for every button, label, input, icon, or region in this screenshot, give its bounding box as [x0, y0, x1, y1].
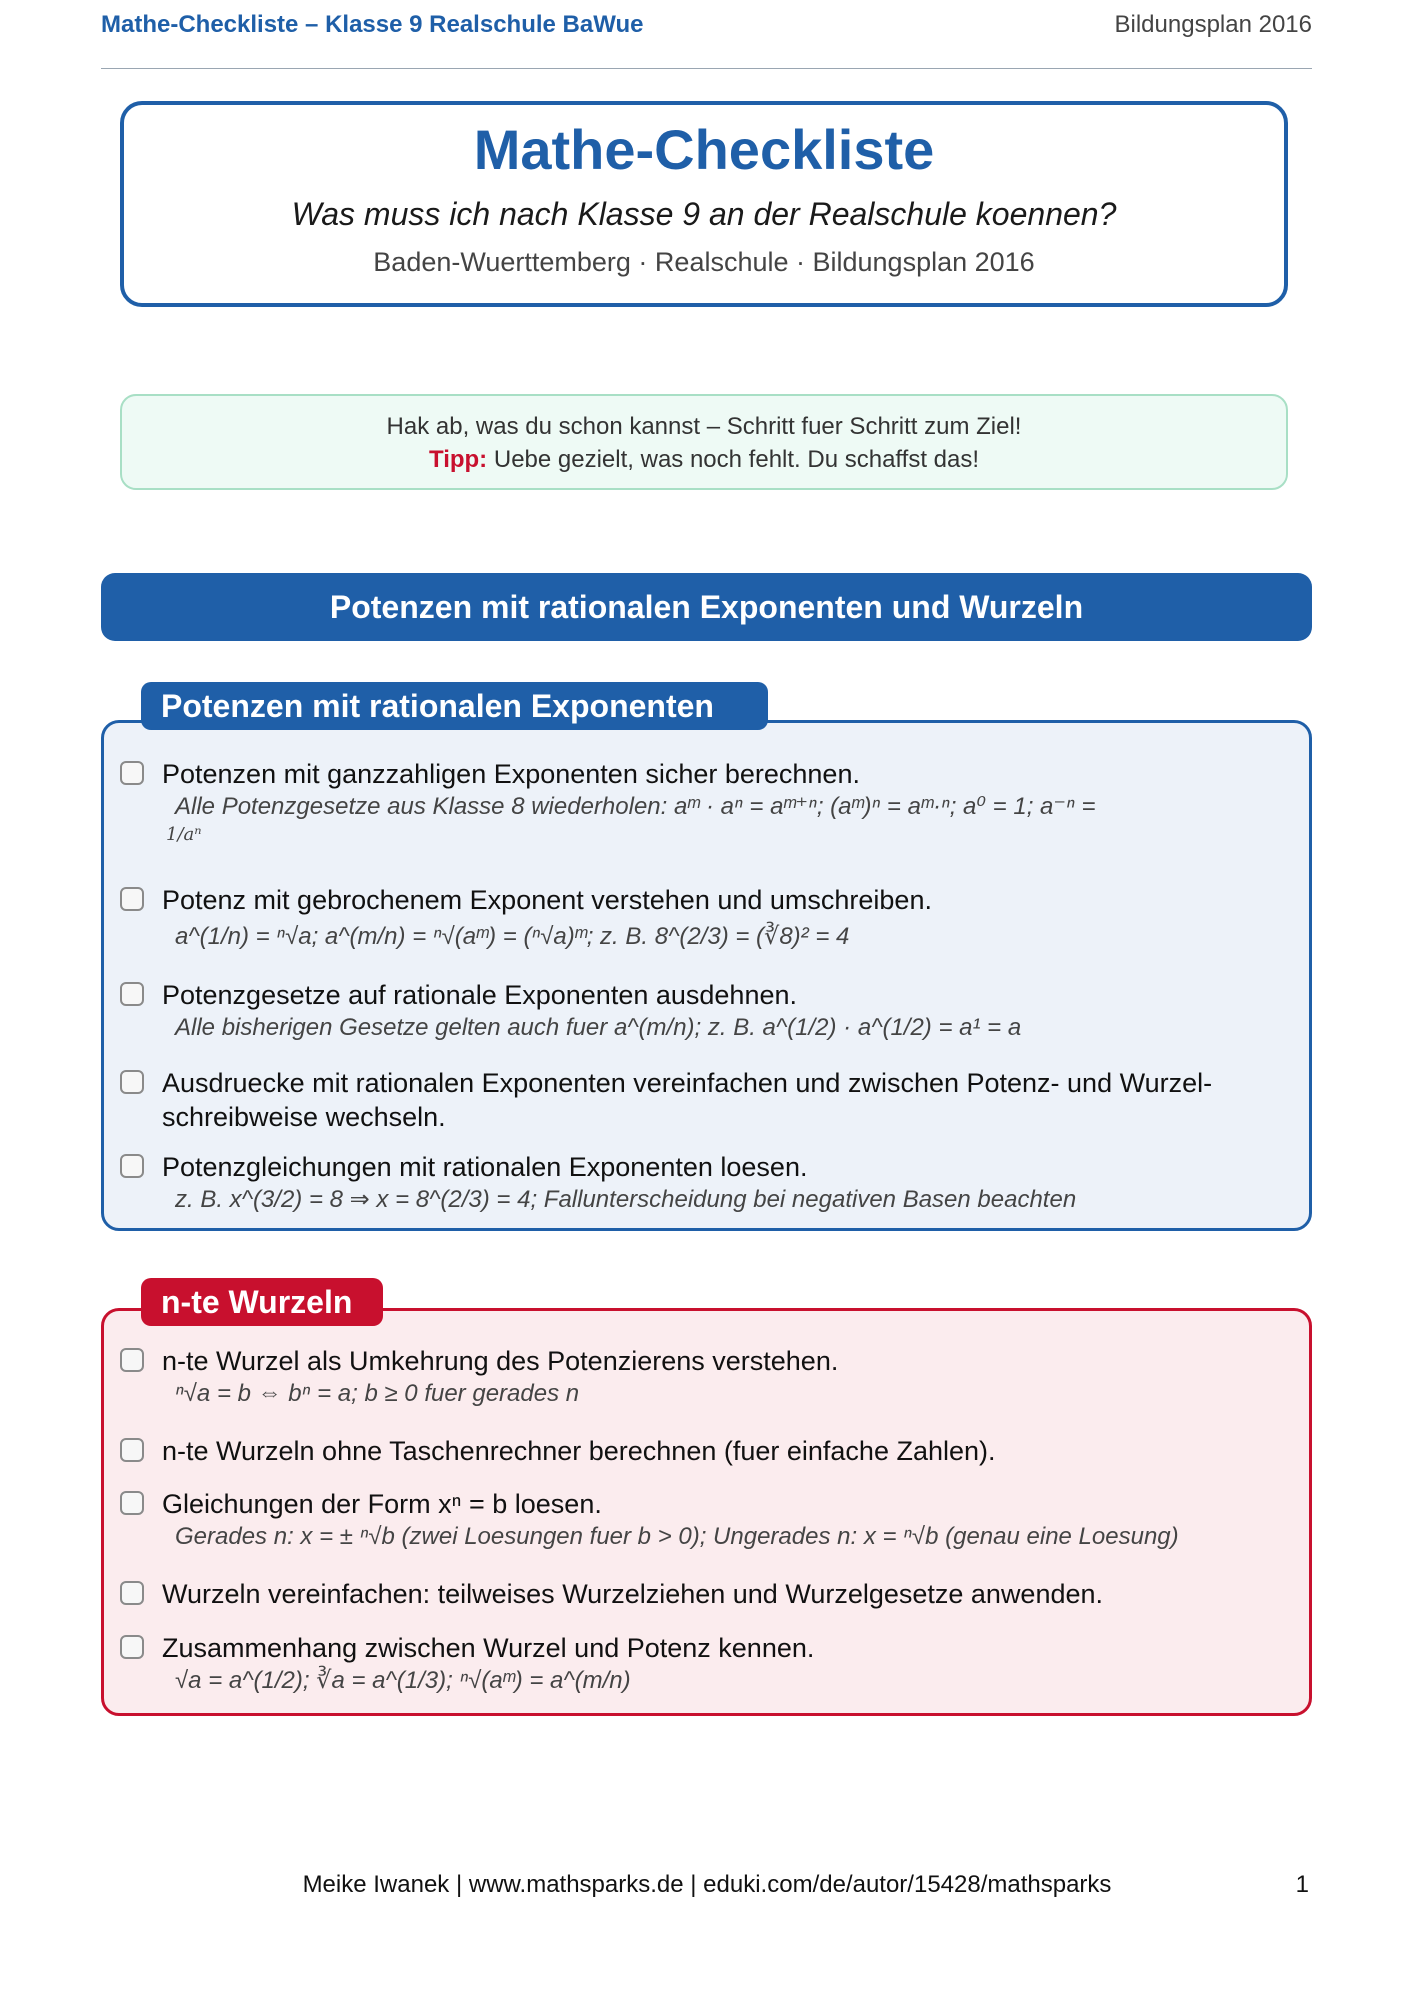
checkbox[interactable] [120, 1438, 144, 1462]
item-text: Zusammenhang zwischen Wurzel und Potenz kennen. [162, 1633, 815, 1663]
checkbox[interactable] [120, 1154, 144, 1178]
checklist-item [120, 1487, 1292, 1553]
hint-line-2 [122, 443, 1286, 476]
checklist-item [120, 757, 1292, 847]
tip-text: Uebe gezielt, was noch fehlt. Du schaffst das! [493, 446, 980, 473]
header-divider [101, 68, 1312, 69]
item-text: Potenzgesetze auf rationale Exponenten ausdehnen. [162, 980, 797, 1010]
page-title: Mathe-Checkliste [473, 118, 935, 181]
item-text-continued: schreibweise wechseln. [162, 1102, 446, 1132]
item-text: n-te Wurzeln ohne Taschenrechner berechnen (fuer einfache Zahlen). [162, 1436, 996, 1466]
hint-line-1: Hak ab, was du schon kannst – Schritt fuer Schritt zum Ziel! [386, 413, 1022, 440]
item-note: Alle Potenzgesetze aus Klasse 8 wiederholen: aᵐ · aⁿ = aᵐ⁺ⁿ; (aᵐ)ⁿ = aᵐ·ⁿ; a⁰ = 1; a⁻ⁿ = [175, 793, 1096, 820]
checkbox[interactable] [120, 1348, 144, 1372]
running-header-plan: Bildungsplan 2016 [1114, 11, 1312, 38]
checklist-item [120, 978, 1292, 1044]
checklist-item [120, 1631, 1292, 1697]
checkbox[interactable] [120, 761, 144, 785]
checklist-item [120, 883, 1292, 953]
checkbox[interactable] [120, 887, 144, 911]
item-text: Ausdruecke mit rationalen Exponenten vereinfachen und zwischen Potenz- und Wurzel- [162, 1068, 1213, 1098]
checklist-item [120, 1150, 1292, 1216]
item-note: Gerades n: x = ± ⁿ√b (zwei Loesungen fuer b > 0); Ungerades n: x = ⁿ√b (genau eine Loesung) [175, 1523, 1179, 1550]
checklist-item [120, 1434, 1292, 1468]
item-note: Alle bisherigen Gesetze gelten auch fuer a^(m/n); z. B. a^(1/2) · a^(1/2) = a¹ = a [175, 1014, 1022, 1041]
page-number: 1 [1295, 1871, 1309, 1898]
page-meta: Baden-Wuerttemberg · Realschule · Bildungsplan 2016 [373, 247, 1035, 277]
item-text: n-te Wurzel als Umkehrung des Potenzierens verstehen. [162, 1346, 839, 1376]
tip-label: Tipp: [428, 446, 488, 473]
item-text: Potenz mit gebrochenem Exponent verstehen und umschreiben. [162, 885, 932, 915]
item-note: ⁿ√a = b ⇔ bⁿ = a; b ≥ 0 fuer gerades n [175, 1380, 580, 1407]
item-note: √a = a^(1/2); ∛a = a^(1/3); ⁿ√(aᵐ) = a^(m/n) [175, 1667, 631, 1694]
checkbox[interactable] [120, 1581, 144, 1605]
title-box [120, 101, 1288, 307]
item-text: Wurzeln vereinfachen: teilweises Wurzelziehen und Wurzelgesetze anwenden. [162, 1579, 1104, 1609]
item-text: Potenzen mit ganzzahligen Exponenten sicher berechnen. [162, 759, 860, 789]
checkbox[interactable] [120, 1635, 144, 1659]
card-label-rational-exponents: Potenzen mit rationalen Exponenten [141, 682, 768, 730]
item-text: Potenzgleichungen mit rationalen Exponenten loesen. [162, 1152, 808, 1182]
hint-box [120, 394, 1288, 490]
item-note-continued: 1/aⁿ [166, 824, 202, 845]
item-note: a^(1/n) = ⁿ√a; a^(m/n) = ⁿ√(aᵐ) = (ⁿ√a)ᵐ; z. B. 8^(2/3) = (∛8)² = 4 [175, 923, 850, 950]
running-header-title: Mathe-Checkliste – Klasse 9 Realschule BaWue [101, 11, 644, 38]
checklist-item [120, 1344, 1292, 1410]
footer-credits: Meike Iwanek | www.mathsparks.de | eduki.com/de/autor/15428/mathsparks [302, 1871, 1112, 1898]
checklist-item [120, 1577, 1292, 1611]
checkbox[interactable] [120, 1491, 144, 1515]
card-label-nth-roots: n-te Wurzeln [141, 1278, 383, 1326]
section-banner: Potenzen mit rationalen Exponenten und Wurzeln [101, 573, 1312, 641]
item-note: z. B. x^(3/2) = 8 ⇒ x = 8^(2/3) = 4; Fallunterscheidung bei negativen Basen beachten [175, 1186, 1077, 1213]
checklist-item [120, 1066, 1292, 1134]
page-subtitle: Was muss ich nach Klasse 9 an der Realschule koennen? [291, 196, 1117, 232]
checkbox[interactable] [120, 1070, 144, 1094]
item-text: Gleichungen der Form xⁿ = b loesen. [162, 1489, 602, 1519]
checkbox[interactable] [120, 982, 144, 1006]
